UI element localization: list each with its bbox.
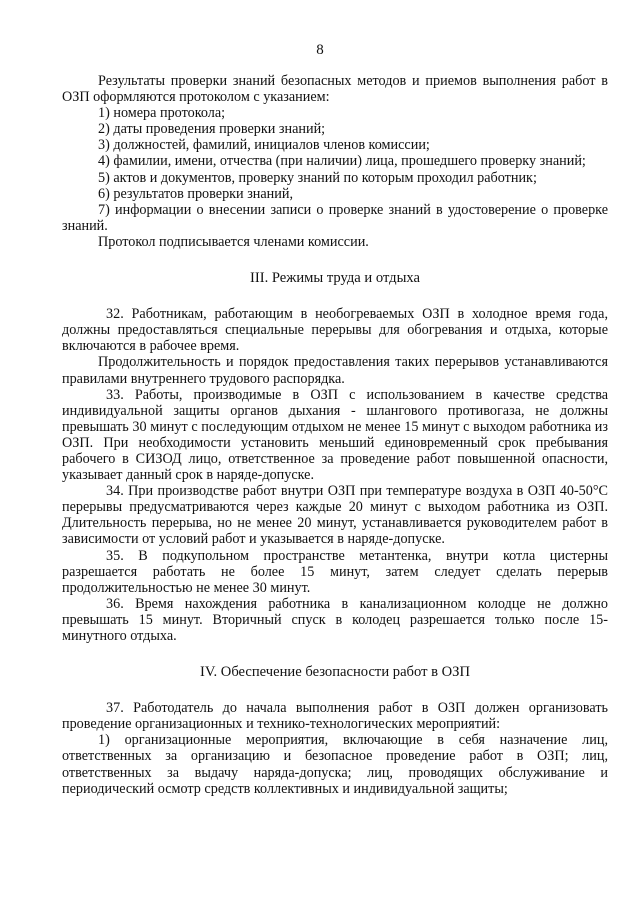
protocol-sign-paragraph: Протокол подписывается членами комиссии.	[98, 233, 369, 250]
list-item-7: 7) информации о внесении записи о проверке знаний в удостоверение о проверке знаний.	[62, 201, 608, 234]
paragraph-32: 32. Работникам, работающим в необогреваемых ОЗП в холодное время года, должны предоставляться специальные перерывы для обогревания и отдыха, которые включаются в рабочее время.	[62, 306, 608, 355]
paragraph-33: 33. Работы, производимые в ОЗП с использованием в качестве средства индивидуальной защиты органов дыхания - шлангового противогаза, не должны превышать 30 минут с последующим отдыхом не менее 15 минут с выходом работника из ОЗП. При необходимости установить меньший единовременный срок пребывания рабочего в СИЗОД лицо, ответственное за проведение работ повышенной опасности, указывает данный срок в наряде-допуске.	[62, 386, 608, 484]
paragraph-35: 35. В подкупольном пространстве метантенка, внутри котла цистерны разрешается работать не более 15 минут, затем следует сделать перерыв продолжительностью не менее 30 минут.	[62, 547, 608, 596]
paragraph-37: 37. Работодатель до начала выполнения работ в ОЗП должен организовать проведение организационных и технико-технологических мероприятий:	[62, 700, 608, 733]
paragraph-34: 34. При производстве работ внутри ОЗП при температуре воздуха в ОЗП 40-50°С перерывы предусматриваются через каждые 20 минут с выходом работника из ОЗП. Длительность перерыва, но не менее 20 минут, устанавливается руководителем работ в зависимости от условий работ и указывается в наряде-допуске.	[62, 483, 608, 548]
section-3-heading: III. Режимы труда и отдыха	[249, 270, 420, 287]
paragraph-32-continued: Продолжительность и порядок предоставления таких перерывов устанавливаются правилами внутреннего трудового распорядка.	[62, 354, 608, 387]
intro-paragraph: Результаты проверки знаний безопасных методов и приемов выполнения работ в ОЗП оформляются протоколом с указанием:	[62, 73, 608, 106]
paragraph-37-item-1: 1) организационные мероприятия, включающие в себя назначение лиц, ответственных за организацию и безопасное проведение работ в ОЗП; лиц, ответственных за выдачу наряда-допуска; лиц, проводящих обслуживание и периодический осмотр средств коллективных и индивидуальной защиты;	[62, 732, 608, 797]
list-item-6: 6) результатов проверки знаний,	[98, 185, 294, 202]
list-item-2: 2) даты проведения проверки знаний;	[98, 121, 326, 138]
list-item-4: 4) фамилии, имени, отчества (при наличии) лица, прошедшего проверку знаний;	[98, 153, 586, 170]
document-body	[62, 73, 608, 797]
list-item-3: 3) должностей, фамилий, инициалов членов комиссии;	[98, 137, 430, 154]
list-item-5: 5) актов и документов, проверку знаний по которым проходил работник;	[98, 169, 537, 186]
section-4-heading: IV. Обеспечение безопасности работ в ОЗП	[199, 664, 471, 681]
list-item-1: 1) номера протокола;	[98, 105, 226, 122]
page-number: 8	[316, 42, 324, 58]
paragraph-36: 36. Время нахождения работника в канализационном колодце не должно превышать 15 минут. Вторичный спуск в колодец разрешается только после 15-минутного отдыха.	[62, 595, 608, 644]
